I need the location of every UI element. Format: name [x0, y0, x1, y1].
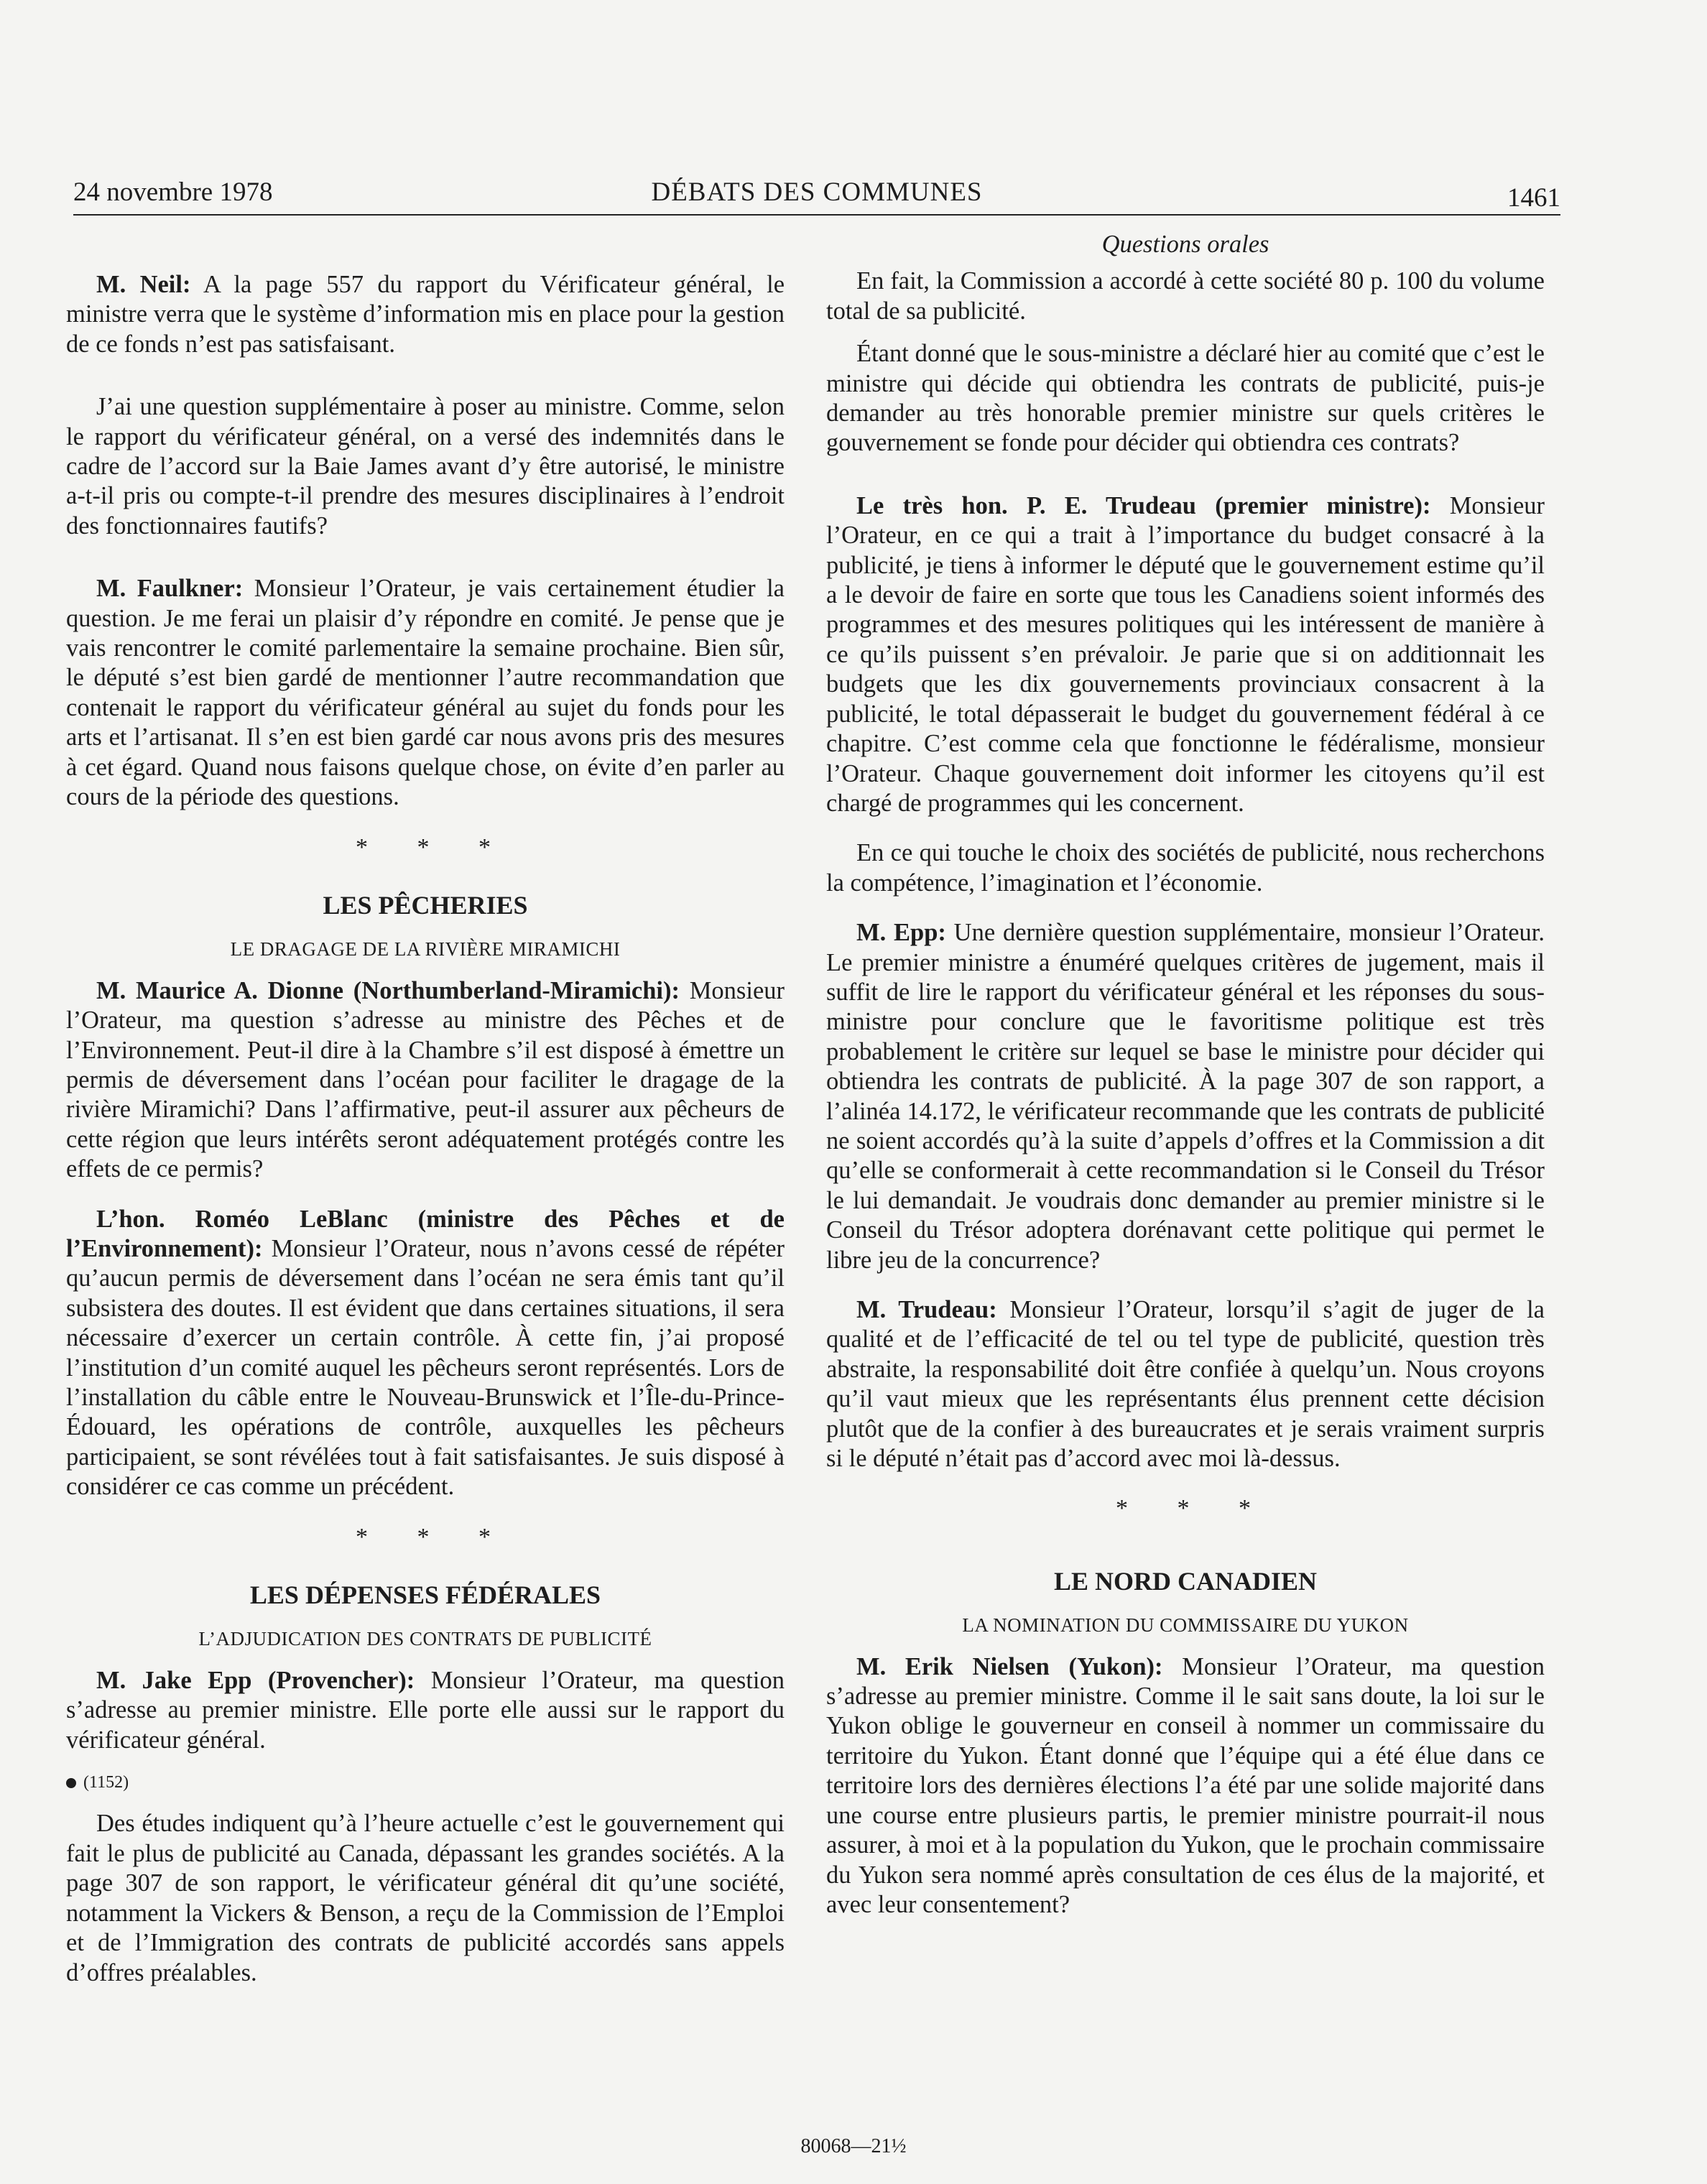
speaker-name: M. Jake Epp (Provencher):: [96, 1666, 415, 1694]
paragraph: M. Neil: A la page 557 du rapport du Vérificateur général, le ministre verra que le système d’information mis en place pour la gestion de ce fonds n’est pas satisfaisant.: [66, 271, 785, 358]
paragraph: M. Epp: Une dernière question supplémentaire, monsieur l’Orateur. Le premier ministre a énuméré quelques critères de jugement, mais il suffit de lire le rapport du vérificateur général et les réponses du sous-ministre pour conclure que le favoritisme politique est très probablement le critère sur lequel se base le ministre pour décider qui obtiendra les contrats de publicité. À la page 307 de son rapport, a l’alinéa 14.172, le vérificateur recommande que les contrats de publicité ne soient accordés qu’à la suite d’appels d’offres et la Commission a dit qu’elle se conformerait à cette recommandation si le Conseil du Trésor le lui demandait. Je voudrais donc demander au premier ministre si le Conseil du Trésor adoptera dorénavant cette politique qui permet le libre jeu de la concurrence?: [826, 919, 1545, 1274]
section-separator: * * *: [1116, 1495, 1272, 1522]
paragraph: En ce qui touche le choix des sociétés de publicité, nous recherchons la compétence, l’imagination et l’économie.: [826, 839, 1545, 897]
header-date: 24 novembre 1978: [73, 177, 273, 207]
section-subtitle: LA NOMINATION DU COMMISSAIRE DU YUKON: [962, 1614, 1409, 1637]
paragraph: M. Maurice A. Dionne (Northumberland-Miramichi): Monsieur l’Orateur, ma question s’adresse au ministre des Pêches et de l’Environnement. Peut-il dire à la Chambre s’il est disposé à émettre un permis de déversement dans l’océan pour faciliter le dragage de la rivière Miramichi? Dans l’affirmative, peut-il assurer aux pêcheurs de cette région que leurs intérêts seront adéquatement protégés contre les effets de ce permis?: [66, 976, 785, 1183]
speaker-name: M. Epp:: [856, 919, 946, 947]
paragraph: M. Erik Nielsen (Yukon): Monsieur l’Orateur, ma question s’adresse au premier ministre. Comme il le sait sans doute, la loi sur le Yukon oblige le gouverneur en conseil à nommer un commissaire du territoire du Yukon. Étant donné que l’équipe qui a été élue dans ce territoire lors des dernières élections l’a été par une solide majorité dans une course entre plusieurs partis, le premier ministre pourrait-il nous assurer, à moi et à la population du Yukon, que le prochain commissaire du Yukon sera nommé après consultation de ces élus de la majorité, et avec leur consentement?: [826, 1652, 1545, 1918]
header-title: DÉBATS DES COMMUNES: [651, 177, 983, 207]
page-header: [73, 174, 1560, 216]
speaker-name: M. Trudeau:: [856, 1296, 997, 1323]
header-page-number: 1461: [1507, 183, 1560, 213]
section-separator: * * *: [356, 833, 512, 861]
section-subtitle: L’ADJUDICATION DES CONTRATS DE PUBLICITÉ: [198, 1628, 652, 1650]
bullet-dot-icon: [66, 1778, 76, 1788]
right-column: [826, 230, 1545, 1940]
speaker-name: M. Neil:: [96, 271, 191, 298]
section-title: LES DÉPENSES FÉDÉRALES: [249, 1581, 601, 1610]
paragraph: Le très hon. P. E. Trudeau (premier ministre): Monsieur l’Orateur, en ce qui a trait à l’importance du budget consacré à la publicité, je tiens à informer le député que le gouvernement estime qu’il a le devoir de faire en sorte que tous les Canadiens soient informés des programmes et des mesures politiques qui les intéressent de manière à ce qu’ils puissent s’en prévaloir. Je parie que si on additionnait les budgets que les dix gouvernements provinciaux consacrent à la publicité, le total dépasserait le budget du gouvernement fédéral à ce chapitre. C’est comme cela que fonctionne le fédéralisme, monsieur l’Orateur. Chaque gouvernement doit informer les citoyens qu’il est chargé de programmes qui les concernent.: [826, 491, 1545, 817]
left-column: [66, 230, 785, 2008]
page-footer: 80068—21½: [800, 2135, 907, 2157]
speaker-name: M. Erik Nielsen (Yukon):: [856, 1652, 1163, 1680]
section-title: LES PÊCHERIES: [323, 890, 528, 920]
paragraph: M. Jake Epp (Provencher): Monsieur l’Orateur, ma question s’adresse au premier ministre. Elle porte elle aussi sur le rapport du vérificateur général.: [66, 1666, 785, 1754]
section-title: LE NORD CANADIEN: [1053, 1566, 1318, 1596]
speaker-name: M. Maurice A. Dionne (Northumberland-Miramichi):: [96, 976, 680, 1004]
speaker-name: M. Faulkner:: [96, 575, 244, 603]
section-separator: * * *: [356, 1523, 512, 1550]
paragraph: Étant donné que le sous-ministre a déclaré hier au comité que c’est le ministre qui décide qui obtiendra les contrats de publicité, puis-je demander au très honorable premier ministre sur quels critères le gouvernement se fonde pour décider qui obtiendra ces contrats?: [826, 340, 1545, 457]
time-marker: (1152): [66, 1768, 785, 1797]
running-head: Questions orales: [1101, 231, 1269, 258]
paragraph: L’hon. Roméo LeBlanc (ministre des Pêches et de l’Environnement): Monsieur l’Orateur, nous n’avons cessé de répéter qu’aucun permis de déversement dans l’océan ne sera émis tant qu’il subsistera des doutes. Il est évident que dans certaines situations, il sera nécessaire d’exercer un certain contrôle. À cette fin, j’ai proposé l’institution d’un comité auquel les pêcheurs seront représentés. Lors de l’installation du câble entre le Nouveau-Brunswick et l’Île-du-Prince-Édouard, les opérations de contrôle, auxquelles les pêcheurs participaient, se sont révélées tout à fait satisfaisantes. Je suis disposé à considérer ce cas comme un précédent.: [66, 1205, 785, 1501]
paragraph: Des études indiquent qu’à l’heure actuelle c’est le gouvernement qui fait le plus de publicité au Canada, dépassant les grandes sociétés. A la page 307 de son rapport, le vérificateur général dit qu’une société, notamment la Vickers & Benson, a reçu de la Commission de l’Emploi et de l’Immigration des contrats de publicité accordés sans appels d’offres préalables.: [66, 1810, 785, 1986]
paragraph: J’ai une question supplémentaire à poser au ministre. Comme, selon le rapport du vérificateur général, on a versé des indemnités dans le cadre de l’accord sur la Baie James avant d’y être autorisé, le ministre a-t-il pris ou compte-t-il prendre des mesures disciplinaires à l’endroit des fonctionnaires fautifs?: [66, 393, 785, 540]
speaker-name: Le très hon. P. E. Trudeau (premier ministre):: [856, 491, 1431, 519]
paragraph: En fait, la Commission a accordé à cette société 80 p. 100 du volume total de sa publicité.: [826, 267, 1545, 325]
paragraph: M. Faulkner: Monsieur l’Orateur, je vais certainement étudier la question. Je me ferai un plaisir d’y répondre en comité. Je pense que je vais rencontrer le comité parlementaire la semaine prochaine. Bien sûr, le député s’est bien gardé de mentionner l’autre recommandation que contenait le rapport du vérificateur général au sujet du fonds pour les arts et l’artisanat. Il s’en est bien gardé car nous avons pris des mesures à cet égard. Quand nous faisons quelque chose, on évite d’en parler au cours de la période des questions.: [66, 575, 785, 811]
speaker-name: L’hon. Roméo LeBlanc (ministre des Pêches et de l’Environnement):: [66, 1205, 785, 1262]
paragraph: M. Trudeau: Monsieur l’Orateur, lorsqu’il s’agit de juger de la qualité et de l’efficacité de tel ou tel type de publicité, question très abstraite, la responsabilité doit être confiée à quelqu’un. Nous croyons qu’il vaut mieux que les représentants élus prennent cette décision plutôt que de la confier à des bureaucrates et je serais vraiment surpris si le député n’était pas d’accord avec moi là-dessus.: [826, 1296, 1545, 1473]
section-subtitle: LE DRAGAGE DE LA RIVIÈRE MIRAMICHI: [230, 938, 621, 961]
